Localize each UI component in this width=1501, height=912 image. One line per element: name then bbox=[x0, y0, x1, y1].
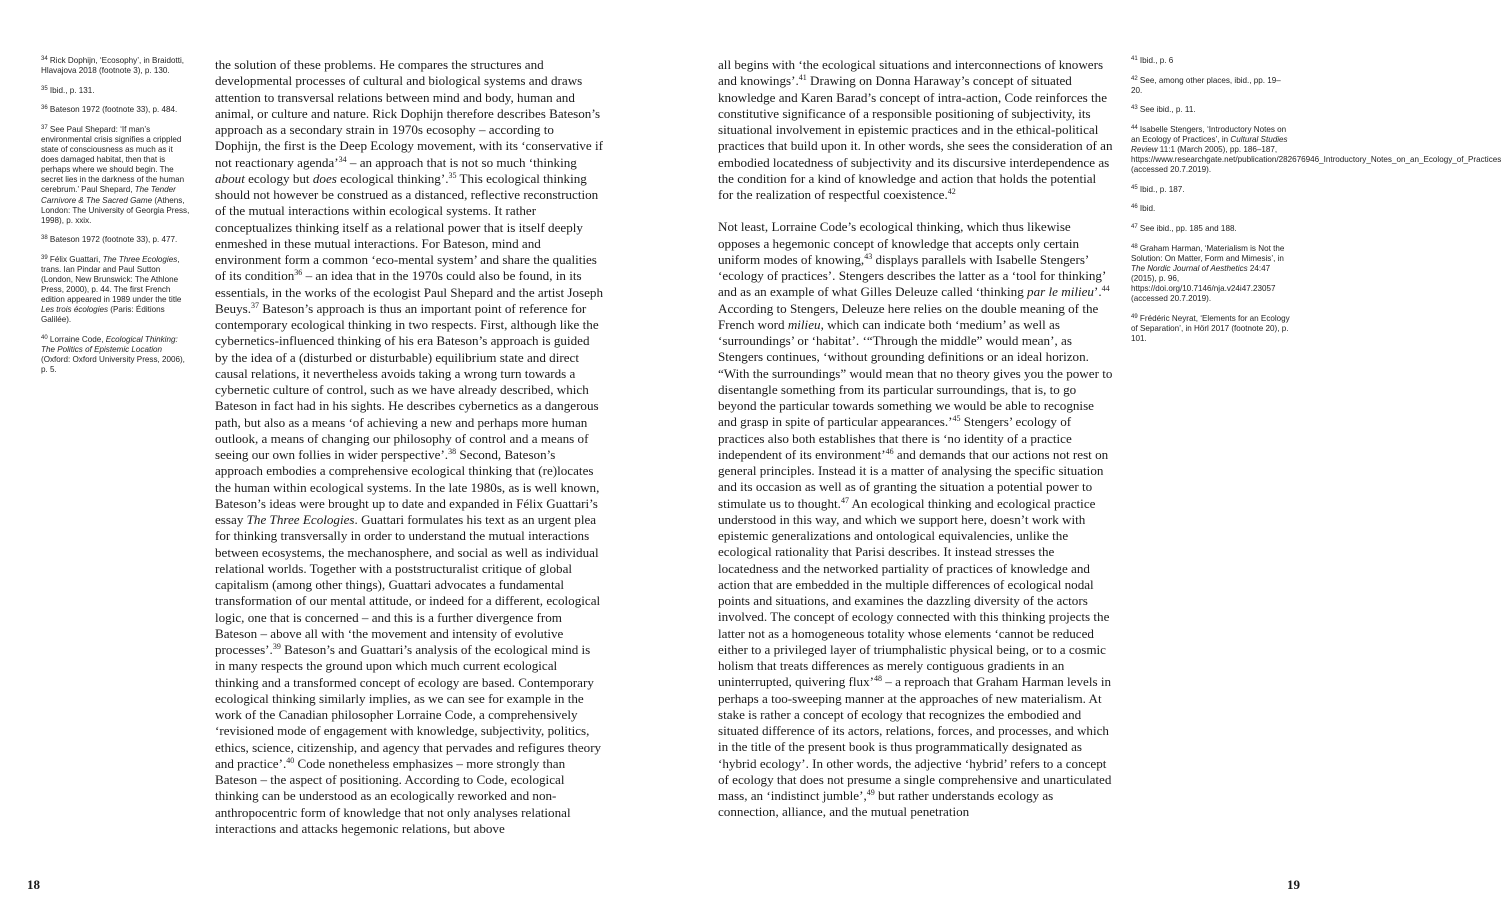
footnote: $^{42}$ See, among other places, ibid., pp. 19–20. bbox=[1131, 75, 1281, 95]
footnote: $^{49}$ Frédéric Neyrat, ‘Elements for an Ecology of Separation’, in Hörl 2017 (footnote 20), p. 101. bbox=[1131, 313, 1290, 343]
footnote: $^{39}$ Félix Guattari, The Three Ecologies, trans. Ian Pindar and Paul Sutton (London, New Brunswick: The Athlone Press, 2000), p. 44. The first French edition appeared in 1989 under the title Les trois écologies (Paris: Éditions Galilée). bbox=[41, 254, 182, 325]
page-number: 19 bbox=[1287, 877, 1300, 892]
left-page bbox=[0, 0, 663, 912]
footnote: $^{48}$ Graham Harman, ‘Materialism is Not the Solution: On Matter, Form and Mimesis’, in The Nordic Journal of Aesthetics 24:47 (2015), p. 96, https://doi.org/10.7146/nja.v24i47.23057 (accessed 20.7.2019). bbox=[1131, 243, 1285, 304]
footnote: $^{41}$ Ibid., p. 6 bbox=[1131, 56, 1174, 65]
footnote: $^{36}$ Bateson 1972 (footnote 33), p. 484. bbox=[41, 105, 178, 115]
footnote: $^{43}$ See ibid., p. 11. bbox=[1131, 105, 1196, 115]
paragraph: Not least, Lorraine Code’s ecological thinking, which thus likewise opposes a hegemonic concept of knowledge that accepts only certain uniform modes of knowing,$^{43}$ displays parallels with Isabelle Stengers’ ‘ecology of practices’. Stengers describes the latter as a ‘tool for thinking’ and as an example of what Gilles Deleuze called ‘thinking par le milieu’.$^{44}$ According to Stengers, Deleuze here relies on the double meaning of the French word milieu, which can indicate both ‘medium’ as well as ‘surroundings’ or ‘habitat’. ‘“Through the middle” would mean’, as Stengers continues, ‘without grounding definitions or an ideal horizon. “With the surroundings” would mean that no theory gives you the power to disentangle something from its particular surroundings, that is, to go beyond the particular towards something we would be able to recognise and grasp in spite of particular appearances.’$^{45}$ Stengers’ ecology of practices also both establishes that there is ‘no identity of a practice independent of its environment’$^{46}$ and demands that our actions not rest on general principles. Instead it is a matter of analysing the specific situation and its occasion as well as of granting the situation a potential power to stimulate us to thought.$^{47}$ An ecological thinking and ecological practice understood in this way, and which we support here, doesn’t work with epistemic generalizations and ontological equivalencies, unlike the ecological rationality that Parisi describes. It instead stresses the locatedness and the networked partiality of practices of knowledge and action that are embedded in the multiple differences of ecological nodal points and situations, and examines the dazzling diversity of the actors involved. The concept of ecology connected with this thinking projects the latter not as a homogeneous totality whose elements ‘cannot be reduced either to a privileged layer of triumphalistic physical being, or to a cosmic holism that treats differences as merely contiguous gradients in an uninterrupted, quivering flux’$^{48}$ – a reproach that Graham Harman levels in perhaps a too-sweeping manner at the approaches of new materialism. At stake is rather a concept of ecology that recognizes the embodied and situated difference of its actors, relations, forces, and processes, and which in the title of the present book is thus programmatically designated as ‘hybrid ecology’. In other words, the adjective ‘hybrid’ refers to a concept of ecology that does not presume a single comprehensive and unarticulated mass, an ‘indistinct jumble’,$^{49}$ but rather understands ecology as connection, alliance, and the mutual penetration bbox=[718, 219, 1113, 820]
footnote: $^{46}$ Ibid. bbox=[1131, 204, 1156, 214]
footnote: $^{45}$ Ibid., p. 187. bbox=[1131, 184, 1185, 194]
footnote: $^{34}$ Rick Dophijn, ‘Ecosophy’, in Braidotti, Hlavajova 2018 (footnote 3), p. 130. bbox=[41, 56, 184, 76]
main-text-right bbox=[718, 57, 1113, 821]
right-page bbox=[663, 0, 1501, 912]
page-number: 18 bbox=[27, 877, 40, 892]
footnote: $^{40}$ Lorraine Code, Ecological Thinking: The Politics of Epistemic Location (Oxford: Oxford University Press, 2006), p. 5. bbox=[41, 335, 185, 375]
footnote: $^{37}$ See Paul Shepard: ‘If man’s environmental crisis signifies a crippled state of consciousness as much as it does damaged habitat, then that is perhaps where we should begin. The secret lies in the darkness of the human cerebrum.’ Paul Shepard, The Tender Carnivore & The Sacred Game (Athens, London: The University of Georgia Press, 1998), p. xxix. bbox=[41, 124, 190, 225]
paragraph: all begins with ‘the ecological situations and interconnections of knowers and knowings’.$^{41}$ Drawing on Donna Haraway’s concept of situated knowledge and Karen Barad’s concept of intra-action, Code reinforces the constitutive significance of a responsible positioning of subjectivity, its situational involvement in epistemic practices and in the ethical-political practices that build upon it. In other words, she sees the consideration of an embodied locatedness of subjectivity and its discursive interdependence as the condition for a kind of knowledge and action that holds the potential for the realization of respectful coexistence.$^{42}$ bbox=[718, 57, 1113, 202]
footnote: $^{35}$ Ibid., p. 131. bbox=[41, 85, 95, 95]
paragraph: the solution of these problems. He compares the structures and developmental processes of cultural and biological systems and draws attention to transversal relations between mind and body, human and animal, or culture and nature. Rick Dophijn therefore describes Bateson’s approach as a secondary strain in 1970s ecosophy – according to Dophijn, the first is the Deep Ecology movement, with its ‘conservative if not reactionary agenda’$^{34}$ – an approach that is not so much ‘thinking about ecology but does ecological thinking’.$^{35}$ This ecological thinking should not however be construed as a distanced, reflective reconstruction of the mutual interactions within ecological systems. It rather conceptualizes thinking itself as a relational power that is itself deeply enmeshed in these mutual interactions. For Bateson, mind and environment form a common ‘eco-mental system’ and share the qualities of its condition$^{36}$ – an idea that in the 1970s could also be found, in its essentials, in the works of the ecologist Paul Shepard and the artist Joseph Beuys.$^{37}$ Bateson’s approach is thus an important point of reference for contemporary ecological thinking in two respects. First, although like the cybernetics-influenced thinking of his era Bateson’s approach is guided by the idea of a (disturbed or disturbable) equilibrium state and direct causal relations, it nevertheless avoids taking a wrong turn towards a cybernetic culture of control, such as we have already described, which Bateson in fact had in his sights. He describes cybernetics as a dangerous path, but also as a means ‘of achieving a new and perhaps more human outlook, a means of changing our philosophy of control and a means of seeing our own follies in wider perspective’.$^{38}$ Second, Bateson’s approach embodies a comprehensive ecological thinking that (re)locates the human within ecological systems. In the late 1980s, as is well known, Bateson’s ideas were brought up to date and expanded in Félix Guattari’s essay The Three Ecologies. Guattari formulates his text as an urgent plea for thinking transversally in order to understand the mutual interactions between ecosystems, the mechanosphere, and social as well as individual relational worlds. Together with a poststructuralist critique of global capitalism (among other things), Guattari advocates a fundamental transformation of our mental attitude, or indeed for a different, ecological logic, one that is concerned – and this is a further divergence from Bateson – above all with ‘the movement and intensity of evolutive processes’.$^{39}$ Bateson’s and Guattari’s analysis of the ecological mind is in many respects the ground upon which much current ecological thinking and a transformed concept of ecology are based. Contemporary ecological thinking similarly implies, as we can see for example in the work of the Canadian philosopher Lorraine Code, a comprehensively ‘revisioned mode of engagement with knowledge, subjectivity, politics, ethics, science, citizenship, and agency that pervades and refigures theory and practice’.$^{40}$ Code nonetheless emphasizes – more strongly than Bateson – the aspect of positioning. According to Code, ecological thinking can be understood as an ecologically reworked and non-anthropocentric form of knowledge that not only analyses relational interactions and attacks hegemonic relations, but above bbox=[215, 57, 604, 836]
footnotes-left bbox=[41, 56, 191, 385]
main-text-left bbox=[215, 57, 603, 837]
footnote: $^{44}$ Isabelle Stengers, ‘Introductory Notes on an Ecology of Practices’, in Cultural Studies Review 11:1 (March 2005), pp. 186–187, https://www.researchgate.net/publication/282676946_Introductory_Notes_on_an_Ecology_of_Practices (accessed 20.7.2019). bbox=[1131, 124, 1501, 175]
footnote: $^{47}$ See ibid., pp. 185 and 188. bbox=[1131, 224, 1237, 234]
footnote: $^{38}$ Bateson 1972 (footnote 33), p. 477. bbox=[41, 235, 178, 245]
footnotes-right bbox=[1131, 56, 1501, 353]
